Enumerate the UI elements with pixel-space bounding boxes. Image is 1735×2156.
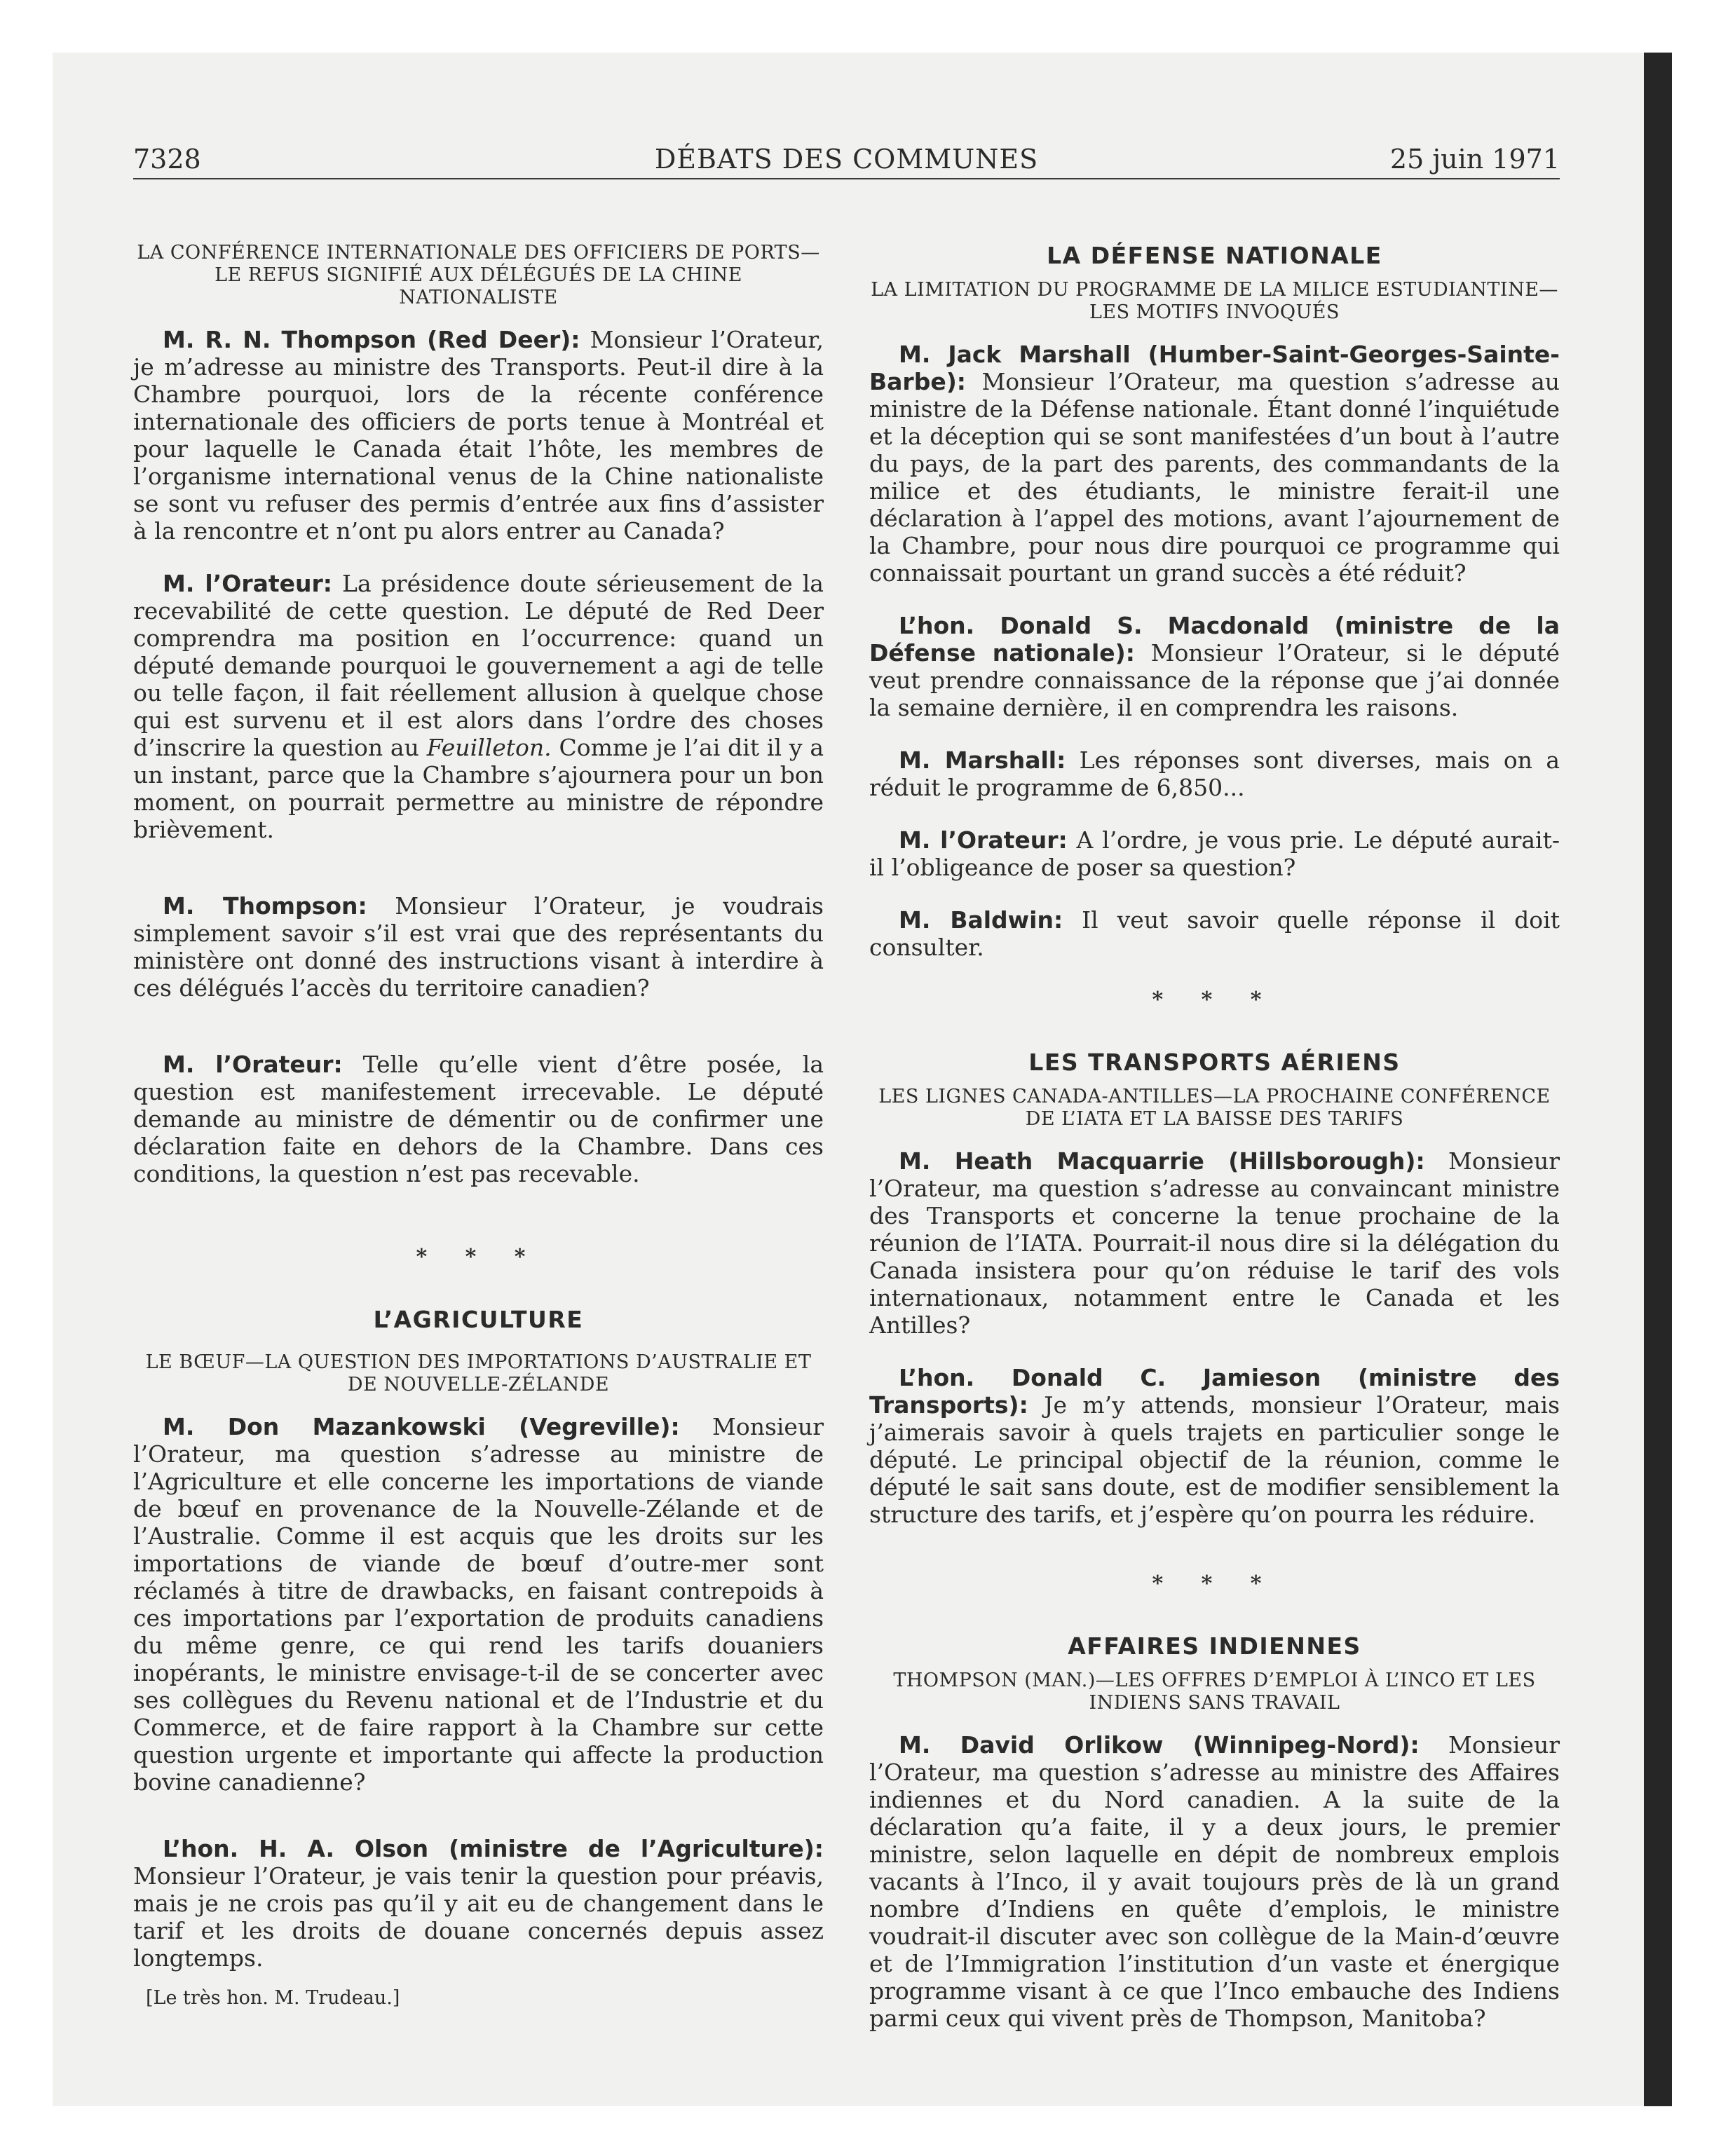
paragraph — [869, 612, 1560, 721]
section-separator: * * * — [416, 1245, 541, 1269]
speaker: M. Baldwin: — [899, 906, 1063, 934]
speech: Monsieur l’Orateur, ma question s’adresse au convaincant ministre des Transports et concerne la tenue prochaine de la réunion de l’IATA. Pourrait-il nous dire si la délégation du Canada insistera pour qu’on réduise le tarif des vols internationaux, notamment entre le Canada et les Antilles? — [869, 1147, 1560, 1339]
speech: Monsieur l’Orateur, ma question s’adresse au ministre des Affaires indiennes et du Nord canadien. A la suite de la déclaration qu’a faite, il y a deux jours, le premier ministre, selon laquelle en dépit de nombreux emplois vacants à l’Inco, il y avait toujours près de là un grand nombre d’Indiens en quête d’emplois, le ministre voudrait-il discuter avec son collègue de la Main-d’œuvre et de l’Immigration l’institution d’un vaste et énergique programme visant à ce que l’Inco embauche des Indiens parmi ceux qui vivent près de Thompson, Manitoba? — [869, 1731, 1560, 2032]
paragraph — [133, 1835, 824, 1972]
speech: Monsieur l’Orateur, si le député veut prendre connaissance de la réponse que j’ai donnée la semaine dernière, il en comprendra les raisons. — [869, 639, 1560, 721]
speech: Monsieur l’Orateur, ma question s’adresse au ministre de l’Agriculture et elle concerne les importations de viande de bœuf en provenance de la Nouvelle-Zélande et de l’Australie. Comme il est acquis que les droits sur les importations de viande de bœuf d’outre-mer sont réclamés à titre de drawbacks, en faisant contrepoids à ces importations par l’exportation de produits canadiens du même genre, ce qui rend les tarifs douaniers inopérants, le ministre envisage-t-il de se concerter avec ses collègues du Revenu national et de l’Industrie et du Commerce, et de faire rapport à la Chambre sur cette question urgente et importante qui affecte la production bovine canadienne? — [133, 1413, 824, 1796]
speaker: L’hon. Donald C. Jamieson (ministre des Transports): — [869, 1364, 1560, 1419]
speech: Monsieur l’Orateur, je vais tenir la question pour préavis, mais je ne crois pas qu’il y ait eu de changement dans le tarif et les droits de douane concernés depuis assez longtemps. — [133, 1862, 824, 1972]
subheading: LES LIGNES CANADA-ANTILLES—LA PROCHAINE CONFÉRENCE DE L’IATA ET LA BAISSE DES TARIFS — [878, 1086, 1551, 1130]
paragraph — [133, 570, 824, 843]
section-heading: AFFAIRES INDIENNES — [1068, 1632, 1361, 1660]
speaker: M. l’Orateur: — [163, 1051, 343, 1078]
editorial-note: [Le très hon. M. Trudeau.] — [146, 1987, 400, 2009]
speaker: L’hon. H. A. Olson (ministre de l’Agriculture): — [163, 1835, 824, 1862]
speech: La présidence doute sérieusement de la recevabilité de cette question. Le député de Red Deer comprendra ma position en l’occurrence: quand un député demande pourquoi le gouvernement a agi de telle ou telle façon, il fait réellement allusion à quelque chose qui est survenu et il est alors dans l’ordre des choses d’inscrire la question au — [133, 570, 824, 761]
speaker: M. Heath Macquarrie (Hillsborough): — [899, 1147, 1425, 1175]
section-separator: * * * — [1152, 1571, 1277, 1596]
speech: Telle qu’elle vient d’être posée, la question est manifestement irrecevable. Le député demande au ministre de démentir ou de confirmer une déclaration faite en dehors de la Chambre. Dans ces conditions, la question n’est pas recevable. — [133, 1051, 824, 1187]
paragraph — [869, 746, 1560, 801]
paragraph — [869, 1147, 1560, 1339]
speech: Monsieur l’Orateur, je voudrais simplement savoir s’il est vrai que des représentants du ministère ont donné des instructions visant à interdire à ces délégués l’accès du territoire canadien? — [133, 892, 824, 1002]
right-column — [869, 242, 1560, 2057]
paragraph — [133, 892, 824, 1002]
section-separator: * * * — [1152, 988, 1277, 1012]
paragraph — [869, 1731, 1560, 2032]
section-heading: LA DÉFENSE NATIONALE — [1047, 242, 1382, 269]
paragraph — [869, 1364, 1560, 1528]
page-number: 7328 — [133, 144, 201, 175]
speech: Il veut savoir quelle réponse il doit consulter. — [869, 906, 1560, 961]
speaker: M. Thompson: — [163, 892, 367, 920]
speaker: M. Jack Marshall (Humber-Saint-Georges-Sainte-Barbe): — [869, 341, 1560, 395]
publication-title: DÉBATS DES COMMUNES — [654, 144, 1039, 175]
speaker: M. l’Orateur: — [163, 570, 332, 597]
section-heading: LES TRANSPORTS AÉRIENS — [1028, 1049, 1401, 1076]
speaker: M. Marshall: — [899, 746, 1066, 774]
speech: Les réponses sont diverses, mais on a réduit le programme de 6,850... — [869, 746, 1560, 801]
paragraph — [133, 1051, 824, 1187]
speech: Monsieur l’Orateur, ma question s’adresse au ministre de la Défense nationale. Étant donné l’inquiétude et la déception qui se sont manifestées d’un bout à l’autre du pays, de la part des parents, des commandants de la milice et des étudiants, le ministre ferait-il une déclaration à l’appel des motions, avant l’ajournement de la Chambre, pour nous dire pourquoi ce programme qui connaissait pourtant un grand succès a été réduit? — [869, 368, 1560, 587]
speaker: M. Don Mazankowski (Vegreville): — [163, 1413, 680, 1440]
subheading: LA CONFÉRENCE INTERNATIONALE DES OFFICIERS DE PORTS—LE REFUS SIGNIFIÉ AUX DÉLÉGUÉS DE LA CHINE NATIONALISTE — [137, 242, 820, 308]
paragraph — [133, 1413, 824, 1796]
speaker: M. David Orlikow (Winnipeg-Nord): — [899, 1731, 1420, 1759]
left-column — [133, 242, 824, 2012]
scan-edge-bar — [1644, 53, 1672, 2106]
subheading: LE BŒUF—LA QUESTION DES IMPORTATIONS D’AUSTRALIE ET DE NOUVELLE-ZÉLANDE — [145, 1351, 812, 1396]
speaker: L’hon. Donald S. Macdonald (ministre de la Défense nationale): — [869, 612, 1560, 667]
subheading: THOMPSON (MAN.)—LES OFFRES D’EMPLOI À L’INCO ET LES INDIENS SANS TRAVAIL — [893, 1670, 1536, 1714]
speaker: M. R. N. Thompson (Red Deer): — [163, 326, 580, 353]
paragraph — [869, 906, 1560, 961]
speech: Comme je l’ai dit il y a un instant, parce que la Chambre s’ajournera pour un bon moment, on pourrait permettre au ministre de répondre brièvement. — [133, 734, 824, 843]
speech: Je m’y attends, monsieur l’Orateur, mais j’aimerais savoir à quels trajets en particulier songe le député. Le principal objectif de la réunion, comme le député le sait sans doute, est de modifier sensiblement la structure des tarifs, et j’espère qu’on pourra les réduire. — [869, 1391, 1560, 1528]
section-heading: L’AGRICULTURE — [373, 1306, 584, 1333]
paragraph — [869, 341, 1560, 587]
header-rule — [133, 178, 1560, 179]
paragraph — [869, 826, 1560, 881]
speech: A l’ordre, je vous prie. Le député aurait-il l’obligeance de poser sa question? — [869, 826, 1560, 881]
speaker: M. l’Orateur: — [899, 826, 1068, 854]
subheading: LA LIMITATION DU PROGRAMME DE LA MILICE ESTUDIANTINE—LES MOTIFS INVOQUÉS — [871, 279, 1558, 323]
page-header — [133, 144, 1560, 180]
speech: Monsieur l’Orateur, je m’adresse au ministre des Transports. Peut-il dire à la Chambre pourquoi, lors de la récente conférence internationale des officiers de ports tenue à Montréal et pour laquelle le Canada était l’hôte, les membres de l’organisme international venus de la Chine nationaliste se sont vu refuser des permis d’entrée aux fins d’assister à la rencontre et n’ont pu alors entrer au Canada? — [133, 326, 824, 545]
page-date: 25 juin 1971 — [1389, 144, 1560, 175]
speech-emphasis: Feuilleton. — [426, 734, 552, 761]
paragraph — [133, 326, 824, 545]
